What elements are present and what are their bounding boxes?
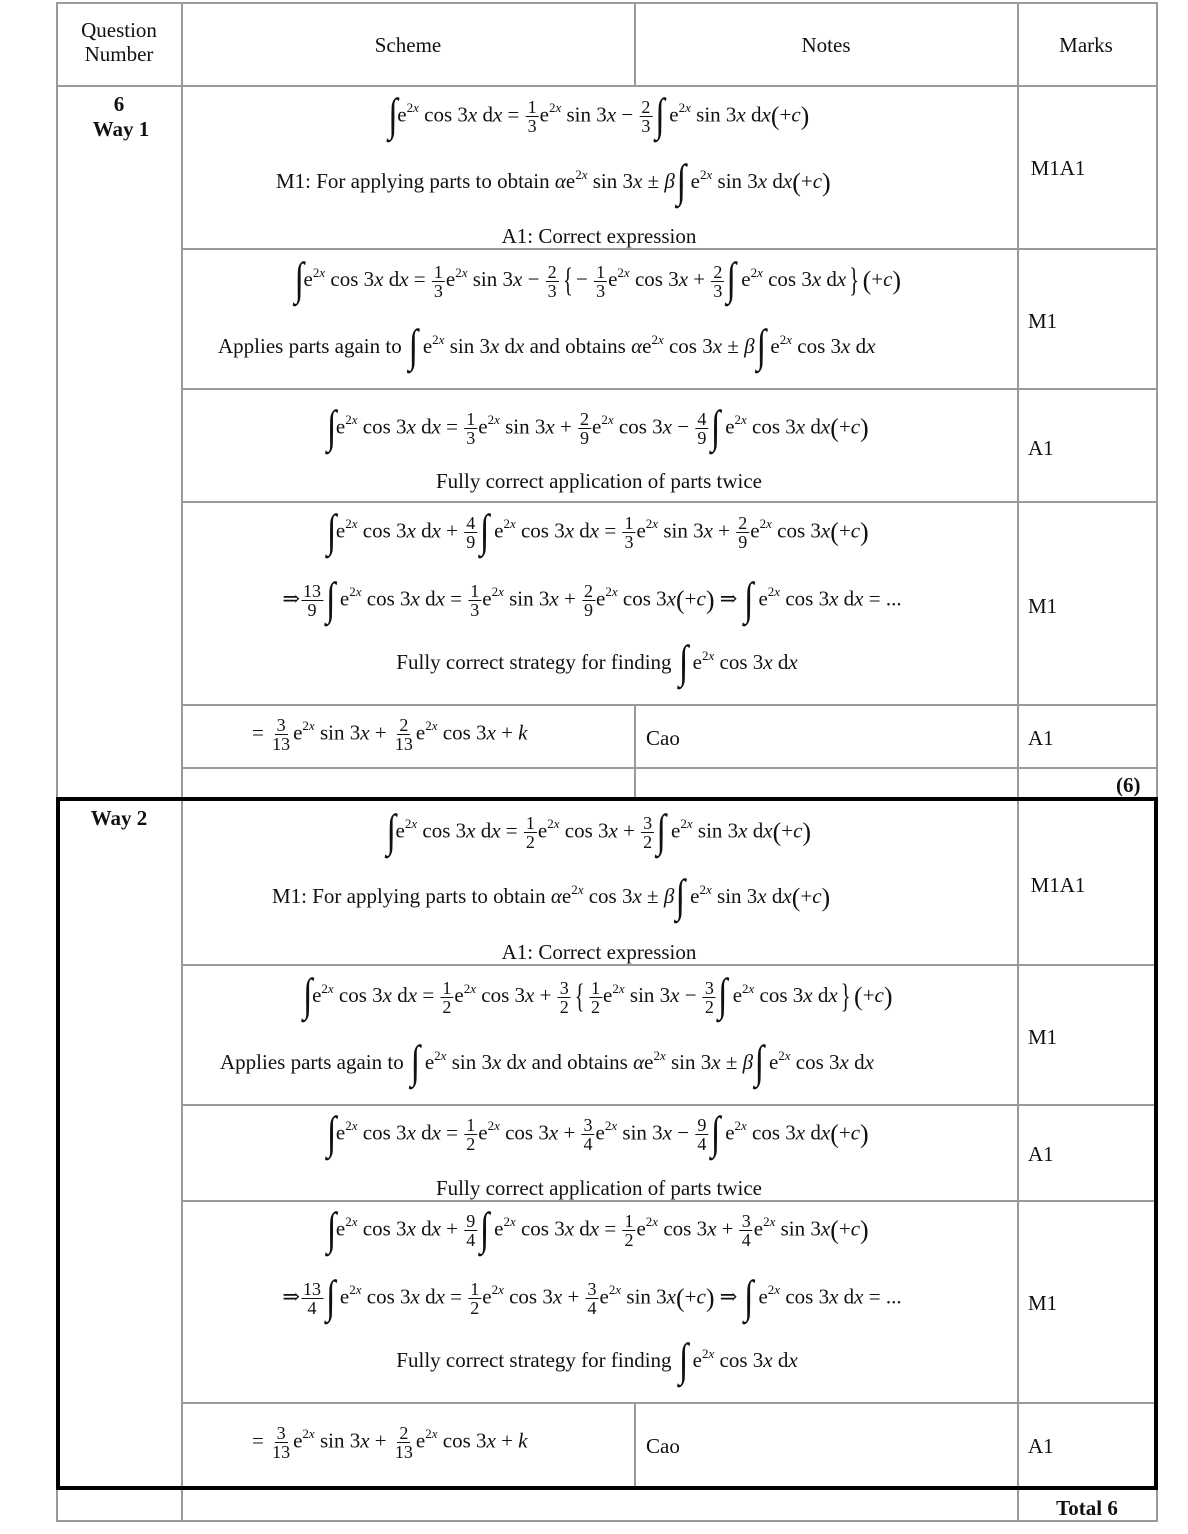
row-divider — [181, 704, 1158, 706]
way1-row1-marks: M1A1 — [1030, 156, 1086, 180]
column-divider — [634, 2, 636, 86]
note-mid-text: and obtains — [529, 334, 626, 358]
table-border-bottom — [56, 1520, 1158, 1522]
way2-row2-note: Applies parts again to ∫ $e^{2x}$ sin 3x dx and obtains $\alpha e^{2x}$ sin 3x ± β∫ $e^{2x}$ cos 3x dx — [220, 1036, 874, 1088]
way2-row3-note: Fully correct application of parts twice — [436, 1176, 762, 1200]
way2-row4-marks: M1 — [1028, 1291, 1058, 1315]
way1-row3-note: Fully correct application of parts twice — [436, 469, 762, 493]
way1-row2-note: Applies parts again to ∫ $e^{2x}$ sin 3x dx and obtains $\alpha e^{2x}$ cos 3x ± β∫ $e^{2x}$ cos 3x dx — [218, 320, 876, 372]
way1-row3-equation: $\int e^{2x}$ cos 3x dx = $\frac{1}{3}$ $e^{2x}$ sin 3x + $\frac{2}{9}$ $e^{2x}$ cos 3x − $\frac{4}{9}$ ∫ $e^{2x}$ cos 3x dx(+c) — [326, 400, 869, 452]
note-prefix-text: Applies parts again to — [220, 1050, 404, 1074]
way2-row3-equation: $\int e^{2x}$ cos 3x dx = $\frac{1}{2}$ $e^{2x}$ cos 3x + $\frac{3}{4}$ $e^{2x}$ sin 3x − $\frac{9}{4}$ ∫ $e^{2x}$ cos 3x dx(+c) — [326, 1106, 869, 1158]
way1-row4-equation-a: $\int e^{2x}$ cos 3x dx + $\frac{4}{9}$ ∫ $e^{2x}$ cos 3x dx = $\frac{1}{3}$ $e^{2x}$ sin 3x + $\frac{2}{9}$ $e^{2x}$ cos 3x(+c) — [326, 504, 869, 556]
way1-subtotal: (6) — [1116, 773, 1141, 797]
way1-row5-answer: = $\frac{3}{13}$ $e^{2x}$ sin 3x + $\frac{2}{13}$ $e^{2x}$ cos 3x + k — [252, 715, 528, 754]
way2-label: Way 2 — [90, 806, 148, 830]
row-divider — [181, 388, 1158, 390]
header-question-line1: Question — [81, 18, 157, 42]
table-border-top — [56, 2, 1158, 4]
way2-row4-note: Fully correct strategy for finding ∫ $e^{2x}$ cos 3x dx — [396, 1334, 798, 1386]
way2-row2-equation: $\int e^{2x}$ cos 3x dx = $\frac{1}{2}$ $e^{2x}$ cos 3x + $\frac{3}{2}$ { $\frac{1}{2}$ $e^{2x}$ sin 3x − $\frac{3}{2}$ ∫ $e^{2x}$ cos 3x dx} (+c) — [303, 969, 893, 1020]
note-strategy-text: Fully correct strategy for finding — [396, 1348, 672, 1372]
total-marks: Total 6 — [1056, 1496, 1118, 1520]
way1-row1-note-m1: M1: For applying parts to obtain $\alpha e^{2x}$ sin 3x ± β∫ $e^{2x}$ sin 3x dx(+c) — [276, 155, 831, 206]
row-divider — [181, 1402, 1158, 1404]
way2-row5-answer: = $\frac{3}{13}$ $e^{2x}$ sin 3x + $\frac{2}{13}$ $e^{2x}$ cos 3x + k — [252, 1423, 528, 1462]
note-prefix-text: Applies parts again to — [218, 334, 402, 358]
way2-row4-equation-a: $\int e^{2x}$ cos 3x dx + $\frac{9}{4}$ ∫ $e^{2x}$ cos 3x dx = $\frac{1}{2}$ $e^{2x}$ cos 3x + $\frac{3}{4}$ $e^{2x}$ sin 3x(+c) — [326, 1202, 869, 1254]
note-m1-text: M1: For applying parts to obtain — [276, 168, 550, 193]
column-divider — [634, 1402, 636, 1490]
way2-row5-notes: Cao — [646, 1434, 680, 1458]
header-scheme: Scheme — [374, 33, 442, 57]
header-marks: Marks — [1059, 33, 1113, 57]
row-divider — [181, 501, 1158, 503]
way1-row2-equation: $\int e^{2x}$ cos 3x dx = $\frac{1}{3}$ $e^{2x}$ sin 3x − $\frac{2}{3}$ { − $\frac{1}{3}$ $e^{2x}$ cos 3x + $\frac{2}{3}$ ∫ $e^{2x}$ cos 3x dx} (+c) — [294, 253, 902, 304]
column-divider — [1017, 2, 1019, 1522]
way2-row1-marks: M1A1 — [1030, 873, 1086, 897]
way1-row3-marks: A1 — [1028, 436, 1054, 460]
row-divider — [181, 767, 1158, 769]
header-divider — [56, 85, 1158, 87]
way1-row5-notes: Cao — [646, 726, 680, 750]
header-question-number — [81, 18, 157, 66]
way1-row4-equation-b: ⇒ $\frac{13}{9}$ ∫ $e^{2x}$ cos 3x dx = $\frac{1}{3}$ $e^{2x}$ sin 3x + $\frac{2}{9}$ $e^{2x}$ cos 3x(+c) ⇒ ∫ $e^{2x}$ cos 3x dx = ... — [282, 572, 902, 624]
way1-row2-marks: M1 — [1028, 309, 1058, 333]
table-border-right — [1156, 2, 1158, 1522]
way1-label: Way 1 — [92, 117, 150, 141]
way2-row4-equation-b: ⇒ $\frac{13}{4}$ ∫ $e^{2x}$ cos 3x dx = $\frac{1}{2}$ $e^{2x}$ cos 3x + $\frac{3}{4}$ $e^{2x}$ sin 3x(+c) ⇒ ∫ $e^{2x}$ cos 3x dx = ... — [282, 1270, 902, 1322]
question-number: 6 — [113, 92, 125, 116]
way1-row1-note-a1: A1: Correct expression — [501, 224, 697, 248]
note-strategy-text: Fully correct strategy for finding — [396, 650, 672, 674]
header-notes: Notes — [801, 33, 851, 57]
way2-row1-equation: $\int e^{2x}$ cos 3x dx = $\frac{1}{2}$ $e^{2x}$ cos 3x + $\frac{3}{2}$ ∫ $e^{2x}$ sin 3x dx(+c) — [386, 804, 812, 856]
table-border-left — [56, 2, 58, 1522]
way1-row4-note: Fully correct strategy for finding ∫ $e^{2x}$ cos 3x dx — [396, 636, 798, 688]
column-divider — [181, 2, 183, 1522]
way1-row4-marks: M1 — [1028, 594, 1058, 618]
way1-row1-equation: $\int e^{2x}$ cos 3x dx = $\frac{1}{3}$ $e^{2x}$ sin 3x − $\frac{2}{3}$ ∫ $e^{2x}$ sin 3x dx(+c) — [388, 88, 810, 140]
way1-row5-marks: A1 — [1028, 726, 1054, 750]
way2-row3-marks: A1 — [1028, 1142, 1054, 1166]
note-mid-text: and obtains — [531, 1050, 628, 1074]
way2-row1-note-a1: A1: Correct expression — [501, 940, 697, 964]
way2-row1-note-m1: M1: For applying parts to obtain $\alpha e^{2x}$ cos 3x ± β∫ $e^{2x}$ sin 3x dx(+c) — [272, 870, 831, 921]
note-m1-text: M1: For applying parts to obtain — [272, 883, 546, 908]
way2-row5-marks: A1 — [1028, 1434, 1054, 1458]
way2-row2-marks: M1 — [1028, 1025, 1058, 1049]
header-question-line2: Number — [84, 42, 154, 66]
column-divider — [634, 704, 636, 798]
